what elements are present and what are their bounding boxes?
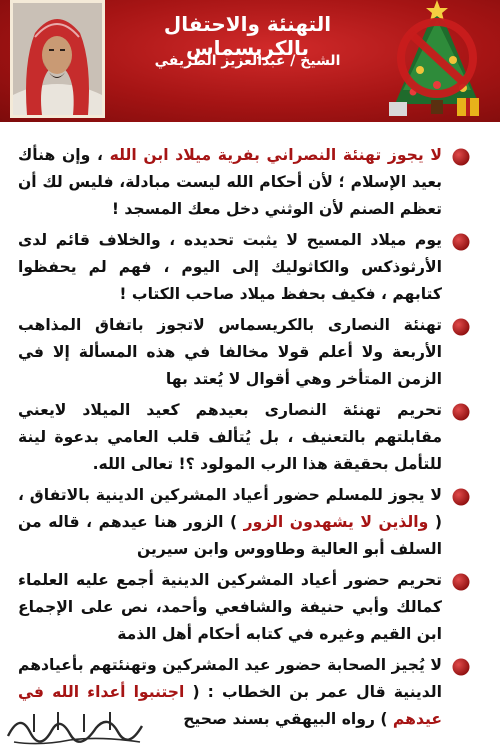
bullet-icon xyxy=(452,233,470,251)
ruling-text: تحريم حضور أعياد المشركين الدينية أجمع عليه العلماء كمالك وأبي حنيفة والشافعي وأحمد، نص على الإجماع ابن القيم وغيره في كتابه أحكام أهل الذمة xyxy=(18,571,442,643)
bullet-icon xyxy=(452,148,470,166)
bullet-icon xyxy=(452,658,470,676)
author-name: الشيخ / عبدالعزيز الطريفي xyxy=(154,53,341,69)
ruling-text: لا يجوز للمسلم حضور أعياد المشركين الدينية بالاتفاق ، ( xyxy=(18,486,442,531)
page-title: التهنئة والاحتفال بالكريسماس xyxy=(163,12,332,60)
ruling-text-end: ، وإن هنأك بعيد الإسلام ؛ لأن أحكام الله ليست مبادلة، فليس لك أن تعظم الصنم لأن الوثني دخل معك المسجد ! xyxy=(18,146,442,218)
sheikh-portrait xyxy=(10,0,105,118)
ruling-highlight: لا يجوز تهنئة النصراني بفرية ميلاد ابن الله xyxy=(109,146,442,164)
christmas-tree-prohibited-icon xyxy=(375,0,500,122)
ruling-highlight: والذين لا يشهدون الزور xyxy=(243,513,429,531)
bullet-icon xyxy=(452,318,470,336)
bullet-icon xyxy=(452,573,470,591)
ruling-text: لا يُجيز الصحابة حضور عيد المشركين وتهنئتهم بأعيادهم الدينية قال عمر بن الخطاب : ( xyxy=(18,656,442,701)
ruling-text-end: ) رواه البيهقي بسند صحيح xyxy=(183,710,393,728)
ruling-text: تحريم تهنئة النصارى بعيدهم كعيد الميلاد لايعني مقابلتهم بالتعنيف ، بل يُتألف قلب العامي بدعوة لينة للتأمل بحقيقة هذا الرب المولود ؟! تعالى الله. xyxy=(18,401,442,473)
rulings-list xyxy=(18,142,470,737)
header-banner xyxy=(0,0,500,122)
ruling-item xyxy=(18,397,470,478)
ruling-item xyxy=(18,227,470,308)
ruling-item xyxy=(18,142,470,223)
ruling-text-end: ) الزور هنا عيدهم ، قاله من السلف أبو العالية وطاووس وابن سيرين xyxy=(18,513,442,558)
ruling-item xyxy=(18,482,470,563)
bullet-icon xyxy=(452,488,470,506)
bullet-icon xyxy=(452,403,470,421)
ruling-item xyxy=(18,312,470,393)
ruling-text: يوم ميلاد المسيح لا يثبت تحديده ، والخلاف قائم لدى الأرثوذكس والكاثوليك إلى اليوم ، فهم لم يحفظوا كتابهم ، فكيف بحفظ ميلاد صاحب الكتاب ! xyxy=(18,231,442,303)
ruling-text: تهنئة النصارى بالكريسماس لاتجوز باتفاق المذاهب الأربعة ولا أعلم قولا مخالفا في هذه المسألة إلا في الزمن المتأخر وهي أقوال لا يُعتد بها xyxy=(18,316,442,388)
ruling-item xyxy=(18,567,470,648)
ruling-highlight: اجتنبوا أعداء الله في عيدهم xyxy=(18,683,442,728)
signature-calligraphy xyxy=(0,702,150,750)
